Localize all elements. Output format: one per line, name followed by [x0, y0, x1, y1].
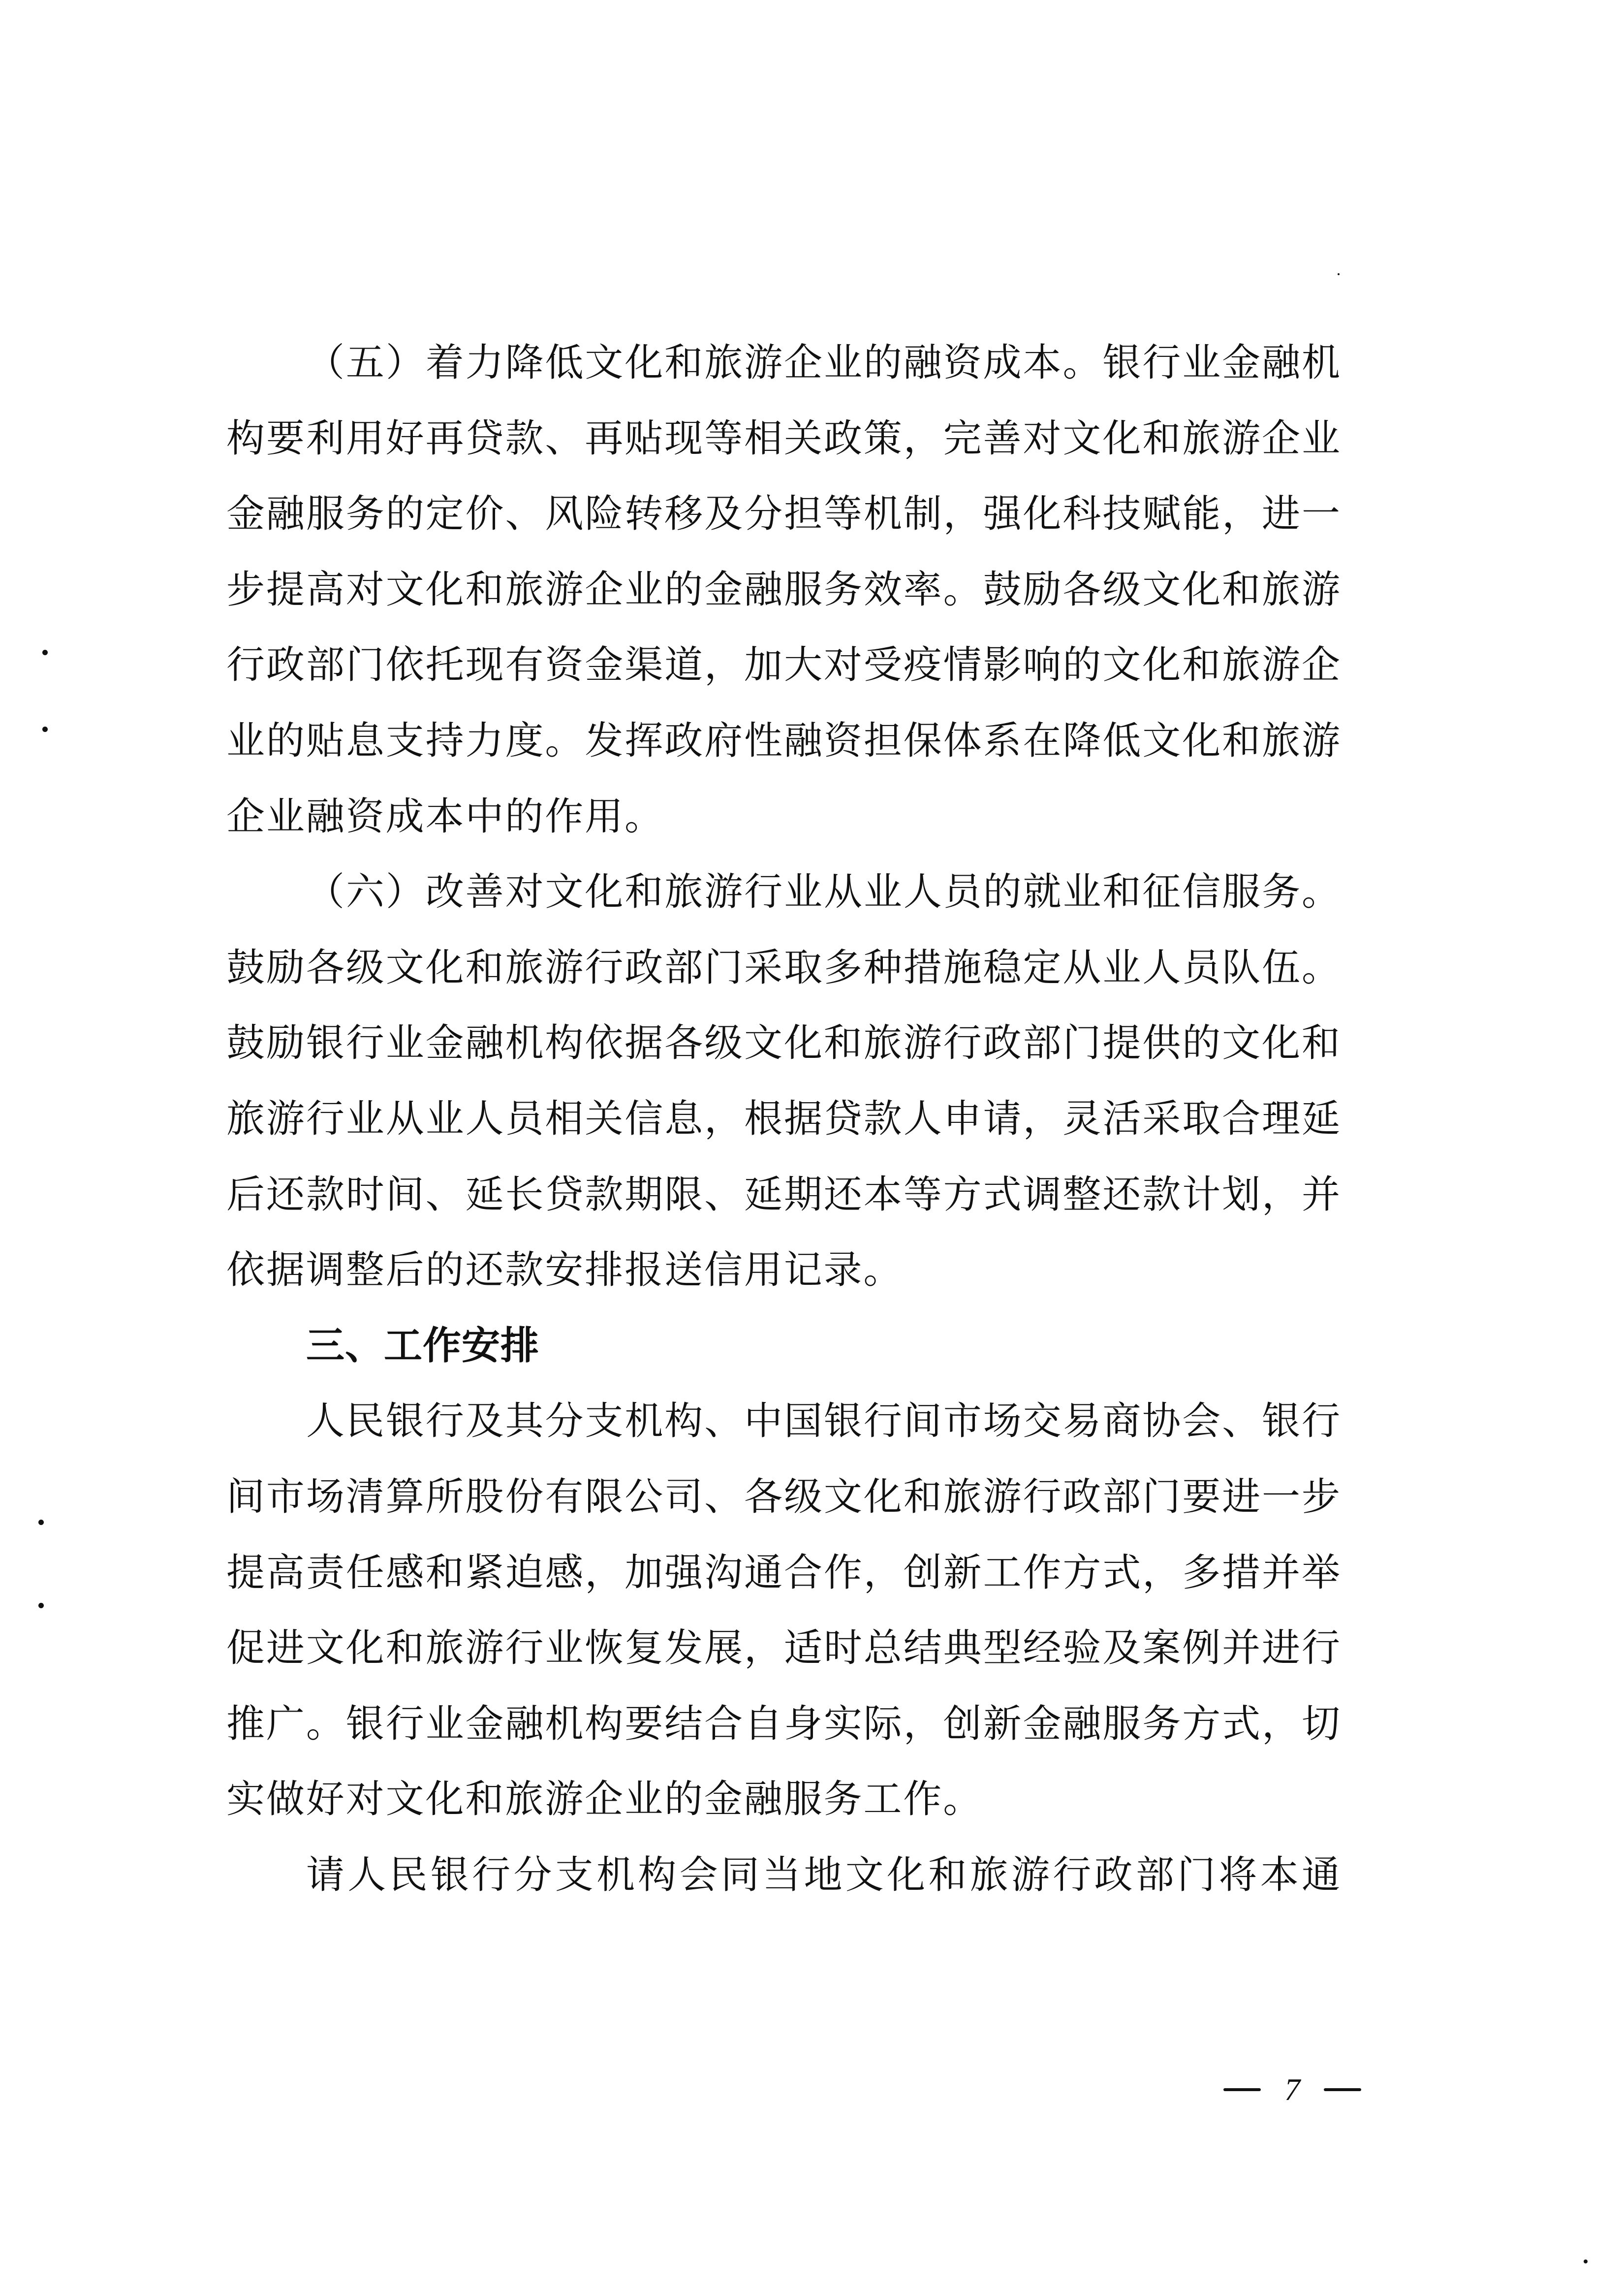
paragraph-line: 旅游行业从业人员相关信息，根据贷款人申请，灵活采取合理延	[226, 1096, 1341, 1141]
binding-mark	[42, 727, 48, 732]
paragraph-line: 构要利用好再贷款、再贴现等相关政策，完善对文化和旅游企业	[226, 416, 1341, 461]
scan-speck	[1584, 2259, 1588, 2263]
paragraph-line: 鼓励银行业金融机构依据各级文化和旅游行政部门提供的文化和	[226, 1021, 1341, 1066]
paragraph-line: 依据调整后的还款安排报送信用记录。	[226, 1248, 904, 1293]
paragraph-line: 请人民银行分支机构会同当地文化和旅游行政部门将本通	[306, 1852, 1341, 1897]
page-number	[1223, 2068, 1361, 2112]
paragraph-line: 推广。银行业金融机构要结合自身实际，创新金融服务方式，切	[226, 1701, 1341, 1746]
paragraph-line: 企业融资成本中的作用。	[226, 794, 664, 839]
paragraph-line: 提高责任感和紧迫感，加强沟通合作，创新工作方式，多措并举	[226, 1550, 1341, 1595]
paragraph-line: 鼓励各级文化和旅游行政部门采取多种措施稳定从业人员队伍。	[226, 945, 1341, 990]
binding-mark	[42, 650, 48, 655]
page-number-value: 7	[1284, 2072, 1300, 2107]
paragraph-line: 金融服务的定价、风险转移及分担等机制，强化科技赋能，进一	[226, 492, 1341, 537]
paragraph-line: （六）改善对文化和旅游行业从业人员的就业和征信服务。	[306, 870, 1341, 915]
paragraph-line: 间市场清算所股份有限公司、各级文化和旅游行政部门要进一步	[226, 1474, 1341, 1519]
paragraph-line: 业的贴息支持力度。发挥政府性融资担保体系在降低文化和旅游	[226, 718, 1341, 763]
paragraph-line: （五）着力降低文化和旅游企业的融资成本。银行业金融机	[306, 341, 1341, 385]
page-number-dash-right	[1324, 2088, 1361, 2091]
paragraph-line: 实做好对文化和旅游企业的金融服务工作。	[226, 1777, 983, 1822]
section-heading: 三、工作安排	[306, 1323, 540, 1368]
paragraph-line: 行政部门依托现有资金渠道，加大对受疫情影响的文化和旅游企	[226, 643, 1341, 688]
document-body	[226, 325, 1341, 1913]
paragraph-line: 促进文化和旅游行业恢复发展，适时总结典型经验及案例并进行	[226, 1626, 1341, 1671]
scan-speck	[1338, 273, 1340, 275]
binding-mark	[38, 1603, 44, 1608]
paragraph-line: 人民银行及其分支机构、中国银行间市场交易商协会、银行	[306, 1399, 1341, 1444]
paragraph-line: 步提高对文化和旅游企业的金融服务效率。鼓励各级文化和旅游	[226, 567, 1341, 612]
binding-mark	[38, 1520, 44, 1525]
paragraph-line: 后还款时间、延长贷款期限、延期还本等方式调整还款计划，并	[226, 1172, 1341, 1217]
page-number-dash-left	[1223, 2088, 1261, 2091]
